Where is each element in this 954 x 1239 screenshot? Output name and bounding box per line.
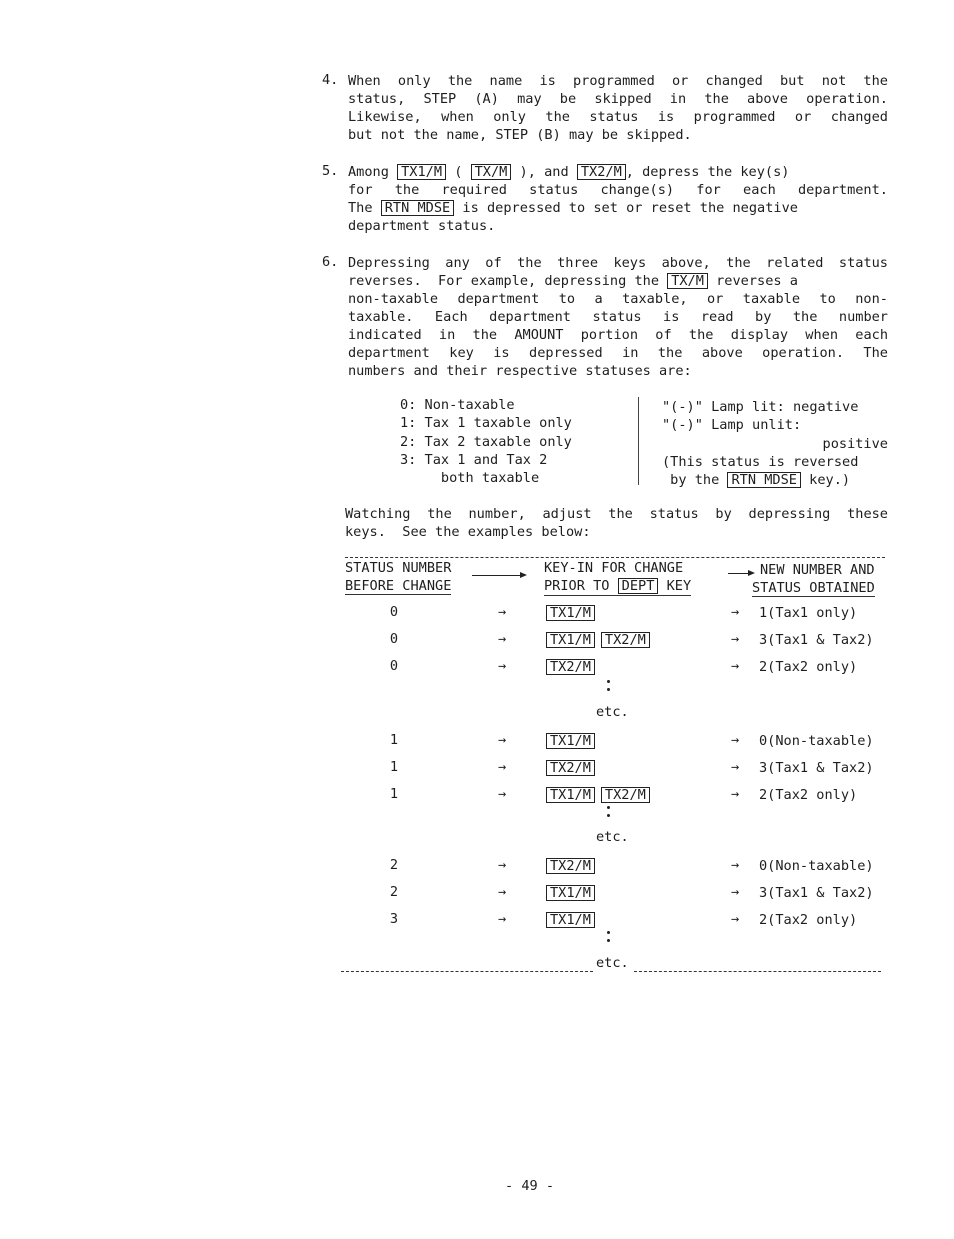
etc-label: etc. — [596, 955, 629, 971]
text: by the — [662, 472, 728, 489]
legend-entry: both taxable — [400, 470, 540, 487]
status-obtained: 2(Tax2 only) — [759, 787, 858, 803]
status-obtained: 3(Tax1 & Tax2) — [759, 760, 874, 776]
key-in-sequence — [546, 632, 656, 648]
status-before: 2 — [389, 884, 399, 900]
text: reverses. For example, depressing the — [348, 273, 668, 289]
key-in-sequence — [546, 659, 601, 675]
header-text: KEY-IN FOR CHANGE — [544, 560, 684, 576]
arrow-icon: → — [498, 786, 507, 802]
arrow-icon: → — [498, 604, 507, 620]
tx1m-key-label: TX1/M — [397, 164, 446, 180]
status-before: 0 — [389, 658, 399, 674]
tx2m-key-label: TX2/M — [577, 164, 626, 180]
text: ), and — [511, 164, 577, 180]
arrow-icon: → — [498, 911, 507, 927]
table-bottom-rule — [341, 971, 593, 972]
lamp-legend-line: positive — [822, 435, 888, 452]
key-in-sequence — [546, 605, 601, 621]
item-5-line — [348, 199, 888, 217]
header-text: BEFORE CHANGE — [345, 578, 452, 594]
item-5-line: department status. — [348, 218, 496, 234]
item-4-number: 4. — [322, 72, 339, 88]
status-before: 0 — [389, 604, 399, 620]
item-4-line: but not the name, STEP (B) may be skipped. — [348, 127, 692, 143]
text: Among — [348, 164, 398, 180]
arrow-icon: → — [731, 658, 740, 674]
item-6-line: taxable. Each department status is read by the number — [348, 309, 888, 325]
text: The — [348, 200, 381, 216]
header-text: STATUS OBTAINED — [752, 580, 875, 596]
legend-entry: 0: Non-taxable — [400, 397, 515, 413]
header-status-before — [345, 559, 451, 595]
arrow-icon: → — [731, 857, 740, 873]
arrow-icon: → — [498, 631, 507, 647]
status-before: 1 — [389, 759, 399, 775]
status-before: 1 — [389, 732, 399, 748]
item-5-line — [348, 163, 888, 181]
key-label: TX1/M — [546, 733, 595, 749]
key-in-sequence — [546, 912, 601, 928]
continuation-dots — [607, 680, 611, 696]
status-before: 0 — [389, 631, 399, 647]
key-label: TX2/M — [546, 858, 595, 874]
item-6-line: Depressing any of the three keys above, the related status — [348, 255, 888, 271]
arrow-icon: → — [731, 884, 740, 900]
etc-label: etc. — [596, 704, 629, 720]
key-in-sequence — [546, 787, 656, 803]
header-text — [544, 577, 691, 596]
text: , depress the key(s) — [625, 164, 790, 180]
key-label: TX2/M — [601, 632, 650, 648]
text: is depressed to set or reset the negative — [454, 200, 798, 216]
legend-divider — [638, 397, 639, 485]
page-number: - 49 - — [505, 1178, 555, 1194]
arrow-icon: → — [731, 732, 740, 748]
legend-entry: 3: Tax 1 and Tax 2 — [400, 451, 548, 468]
continuation-dots — [607, 931, 611, 947]
lamp-legend-line — [662, 471, 888, 489]
arrow-icon — [520, 572, 527, 578]
status-before: 2 — [389, 857, 399, 873]
key-label: TX2/M — [601, 787, 650, 803]
status-obtained: 0(Non-taxable) — [759, 733, 874, 749]
lamp-legend-line: (This status is reversed — [662, 453, 859, 470]
status-obtained: 3(Tax1 & Tax2) — [759, 632, 874, 648]
key-label: TX1/M — [546, 632, 595, 648]
arrow-icon: → — [731, 759, 740, 775]
arrow-icon: → — [498, 857, 507, 873]
item-6-line: department key is depressed in the above operation. The — [348, 345, 888, 361]
watching-paragraph — [345, 505, 888, 541]
text: KEY — [658, 578, 692, 594]
item-4-line: When only the name is programmed or changed but not the — [348, 73, 888, 89]
arrow-icon: → — [498, 759, 507, 775]
item-6-line: non-taxable department to a taxable, or taxable to non- — [348, 291, 888, 307]
continuation-dots — [607, 806, 611, 822]
etc-label: etc. — [596, 829, 629, 845]
text: key.) — [800, 472, 851, 489]
table-top-rule — [345, 557, 885, 558]
status-before: 1 — [389, 786, 399, 802]
text: ( — [446, 164, 471, 180]
lamp-legend-line: "(-)" Lamp lit: negative — [662, 399, 859, 415]
item-4-line: Likewise, when only the status is programmed or changed — [348, 109, 888, 125]
key-label: TX1/M — [546, 605, 595, 621]
watching-line: Watching the number, adjust the status by depressing these — [345, 506, 888, 522]
status-obtained: 2(Tax2 only) — [759, 659, 858, 675]
key-in-sequence — [546, 885, 601, 901]
key-in-sequence — [546, 858, 601, 874]
arrow-icon: → — [498, 884, 507, 900]
text: reverses a — [707, 273, 798, 289]
rtn-mdse-key-label: RTN MDSE — [727, 472, 800, 488]
rtn-mdse-key-label: RTN MDSE — [381, 200, 454, 216]
watching-line: keys. See the examples below: — [345, 524, 591, 540]
table-bottom-rule — [634, 971, 881, 972]
key-label: TX1/M — [546, 885, 595, 901]
header-arrow-line — [728, 573, 750, 574]
item-6-number: 6. — [322, 254, 339, 270]
item-6-line — [348, 272, 888, 290]
header-arrow-line — [472, 575, 520, 576]
arrow-icon: → — [731, 786, 740, 802]
status-legend — [400, 396, 572, 487]
header-key-in — [544, 559, 691, 596]
dept-key-label: DEPT — [618, 578, 659, 594]
arrow-icon: → — [731, 631, 740, 647]
status-obtained: 1(Tax1 only) — [759, 605, 858, 621]
item-5-line: for the required status change(s) for each department. — [348, 182, 888, 198]
text: PRIOR TO — [544, 578, 618, 594]
status-before: 3 — [389, 911, 399, 927]
key-label: TX1/M — [546, 912, 595, 928]
arrow-icon: → — [498, 658, 507, 674]
status-obtained: 2(Tax2 only) — [759, 912, 858, 928]
lamp-legend — [662, 398, 888, 489]
header-text: NEW NUMBER AND — [760, 562, 875, 578]
lamp-legend-line: "(-)" Lamp unlit: — [662, 417, 802, 434]
item-5-number: 5. — [322, 163, 339, 179]
header-new-number — [752, 561, 875, 597]
item-4-line: status, STEP (A) may be skipped in the above operation. — [348, 91, 888, 107]
key-label: TX2/M — [546, 659, 595, 675]
arrow-icon: → — [498, 732, 507, 748]
txm-key-label: TX/M — [667, 273, 708, 289]
key-in-sequence — [546, 760, 601, 776]
key-label: TX2/M — [546, 760, 595, 776]
txm-key-label: TX/M — [471, 164, 512, 180]
key-in-sequence — [546, 733, 601, 749]
item-6-line: numbers and their respective statuses are: — [348, 363, 692, 379]
key-label: TX1/M — [546, 787, 595, 803]
legend-entry: 1: Tax 1 taxable only — [400, 415, 572, 432]
header-text: STATUS NUMBER — [345, 560, 452, 576]
legend-entry: 2: Tax 2 taxable only — [400, 433, 572, 450]
arrow-icon: → — [731, 911, 740, 927]
status-obtained: 3(Tax1 & Tax2) — [759, 885, 874, 901]
item-6-line: indicated in the AMOUNT portion of the display when each — [348, 327, 888, 343]
status-obtained: 0(Non-taxable) — [759, 858, 874, 874]
arrow-icon: → — [731, 604, 740, 620]
